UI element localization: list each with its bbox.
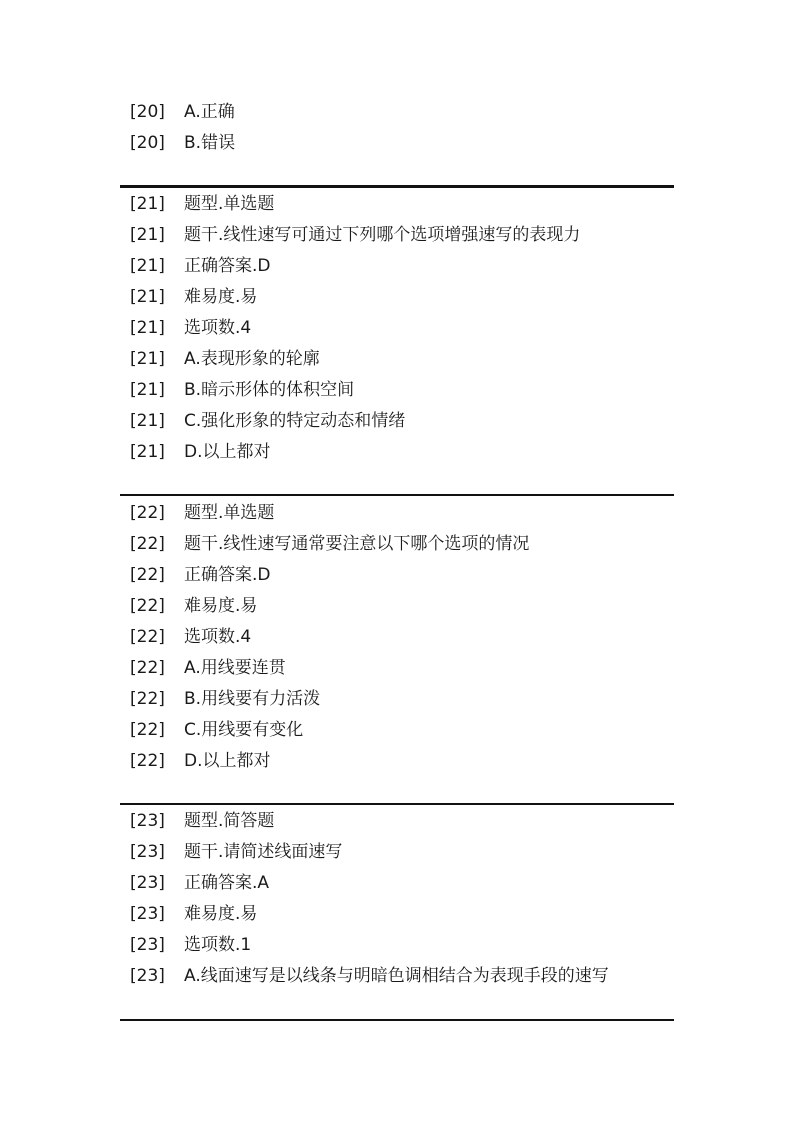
question-type: 题型.单选题: [184, 503, 275, 523]
item-number: [20]: [130, 133, 165, 153]
list-item: [130, 746, 690, 777]
item-number: [22]: [130, 627, 165, 647]
list-item: [130, 868, 690, 899]
item-number: [21]: [130, 194, 165, 214]
option-a: A.线面速写是以线条与明暗色调相结合为表现手段的速写: [184, 966, 609, 986]
question-type: 题型.简答题: [184, 811, 275, 831]
item-number: [21]: [130, 349, 165, 369]
item-number: [21]: [130, 442, 165, 462]
list-item: [130, 406, 690, 437]
list-item: [130, 622, 690, 653]
question-type: 题型.单选题: [184, 194, 275, 214]
option-b: B.用线要有力活泼: [184, 689, 321, 709]
list-item: [130, 684, 690, 715]
question-block-21: [130, 189, 690, 468]
item-number: [23]: [130, 935, 165, 955]
difficulty: 难易度.易: [184, 904, 258, 924]
list-item: [130, 591, 690, 622]
item-number: [21]: [130, 287, 165, 307]
list-item: [130, 529, 690, 560]
option-b: B.暗示形体的体积空间: [184, 380, 355, 400]
item-number: [22]: [130, 689, 165, 709]
list-item: [130, 837, 690, 868]
list-item: [130, 653, 690, 684]
section-divider: [120, 1019, 674, 1021]
item-number: [20]: [130, 102, 165, 122]
difficulty: 难易度.易: [184, 596, 258, 616]
item-number: [23]: [130, 966, 165, 986]
option-c: C.强化形象的特定动态和情绪: [184, 411, 406, 431]
item-number: [21]: [130, 256, 165, 276]
item-number: [21]: [130, 411, 165, 431]
question-block-20: [130, 97, 690, 159]
item-number: [21]: [130, 225, 165, 245]
item-number: [23]: [130, 904, 165, 924]
item-number: [23]: [130, 811, 165, 831]
list-item: [130, 344, 690, 375]
list-item: [130, 313, 690, 344]
list-item: [130, 128, 690, 159]
list-item: [130, 97, 690, 128]
list-item: [130, 282, 690, 313]
section-divider: [120, 803, 674, 805]
item-number: [22]: [130, 565, 165, 585]
question-stem: 题干.线性速写通常要注意以下哪个选项的情况: [184, 534, 530, 554]
question-stem: 题干.线性速写可通过下列哪个选项增强速写的表现力: [184, 225, 581, 245]
option-a: A.表现形象的轮廓: [184, 349, 320, 369]
option-d: D.以上都对: [184, 442, 271, 462]
option-count: 选项数.4: [184, 318, 252, 338]
list-item: [130, 189, 690, 220]
difficulty: 难易度.易: [184, 287, 258, 307]
list-item: [130, 806, 690, 837]
option-count: 选项数.1: [184, 935, 252, 955]
item-number: [22]: [130, 503, 165, 523]
item-number: [22]: [130, 596, 165, 616]
section-divider: [120, 185, 674, 188]
list-item: [130, 220, 690, 251]
question-block-23: [130, 806, 690, 992]
list-item: [130, 930, 690, 961]
list-item: [130, 560, 690, 591]
option-a: A.用线要连贯: [184, 658, 286, 678]
item-number: [22]: [130, 720, 165, 740]
list-item: [130, 251, 690, 282]
question-stem: 题干.请简述线面速写: [184, 842, 343, 862]
item-number: [21]: [130, 318, 165, 338]
list-item: [130, 961, 690, 992]
correct-answer: 正确答案.D: [184, 565, 271, 585]
item-number: [22]: [130, 534, 165, 554]
item-number: [22]: [130, 658, 165, 678]
option-c: C.用线要有变化: [184, 720, 304, 740]
option-d: D.以上都对: [184, 751, 271, 771]
list-item: [130, 899, 690, 930]
item-number: [22]: [130, 751, 165, 771]
correct-answer: 正确答案.D: [184, 256, 271, 276]
list-item: [130, 715, 690, 746]
list-item: [130, 437, 690, 468]
item-number: [23]: [130, 842, 165, 862]
correct-answer: 正确答案.A: [184, 873, 270, 893]
section-divider: [120, 494, 674, 496]
item-number: [23]: [130, 873, 165, 893]
item-text: A.正确: [184, 102, 235, 122]
question-block-22: [130, 498, 690, 777]
item-number: [21]: [130, 380, 165, 400]
list-item: [130, 375, 690, 406]
item-text: B.错误: [184, 133, 236, 153]
list-item: [130, 498, 690, 529]
option-count: 选项数.4: [184, 627, 252, 647]
